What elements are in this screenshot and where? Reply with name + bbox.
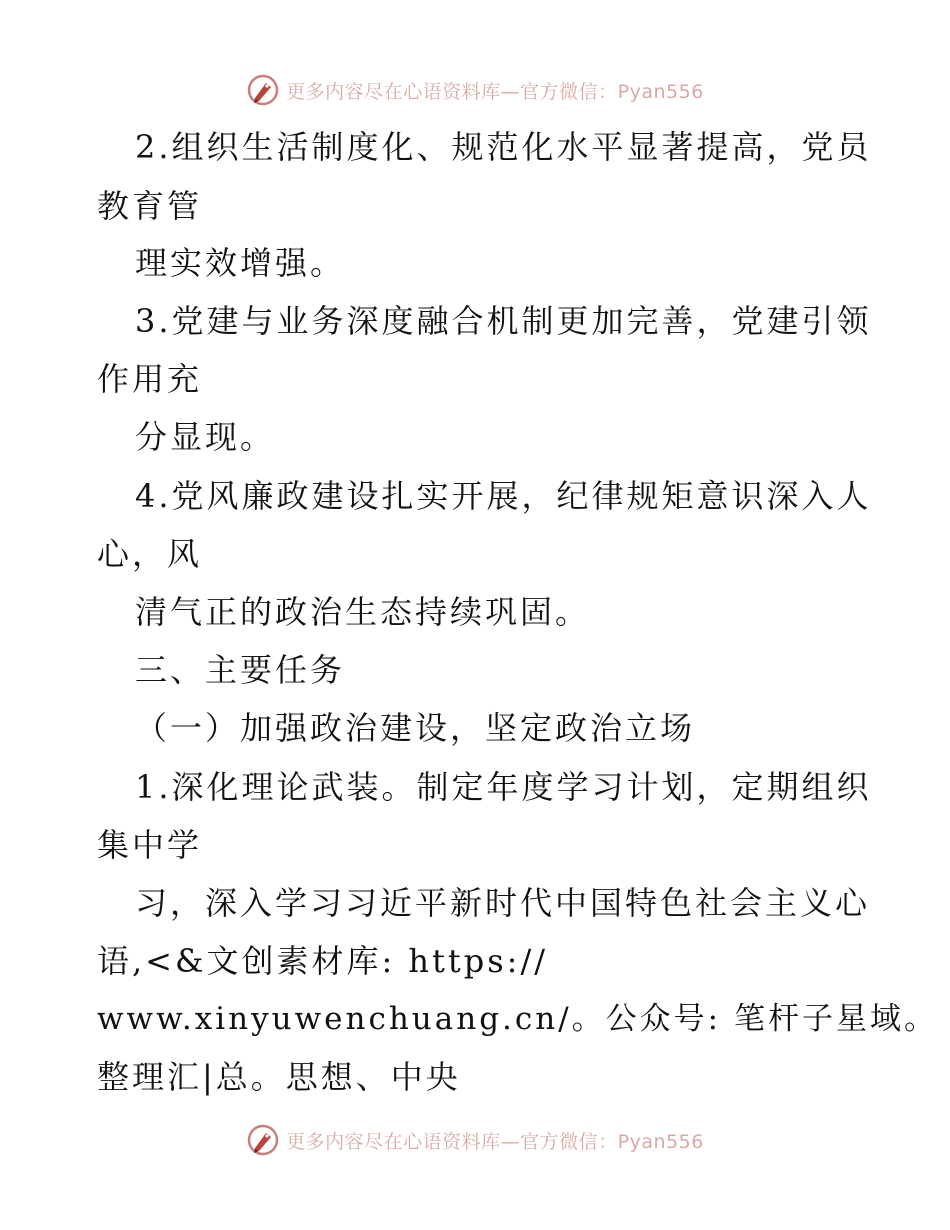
- text-line: 作用充: [97, 360, 203, 398]
- watermark-text: 更多内容尽在心语资料库—官方微信：Pyan556: [286, 80, 704, 103]
- text-line: 清气正的政治生态持续巩固。: [135, 593, 591, 631]
- text-line: 2.组织生活制度化、规范化水平显著提高，党员: [135, 128, 872, 166]
- text-line: 整理汇|总。思想、中央: [97, 1058, 461, 1096]
- section-heading: 三、主要任务: [135, 651, 346, 689]
- text-line: 教育管: [97, 187, 203, 225]
- subsection-heading: （一）加强政治建设，坚定政治立场: [135, 709, 696, 747]
- text-line: 1.深化理论武装。制定年度学习计划，定期组织: [135, 768, 872, 806]
- footer-watermark: [0, 1120, 950, 1160]
- text-line: 理实效增强。: [135, 244, 346, 282]
- text-line: www.xinyuwenchuang.cn/。公众号: 笔杆子星域。: [97, 1001, 938, 1037]
- text-line: 4.党风廉政建设扎实开展，纪律规矩意识深入人: [135, 477, 872, 515]
- text-line: 分显现。: [135, 418, 276, 456]
- pen-nib-logo-icon: [246, 1123, 280, 1157]
- text-line: 集中学: [97, 826, 203, 864]
- text-line: 心，风: [97, 535, 203, 573]
- text-line: 语,<&文创素材库: https://: [97, 942, 549, 980]
- text-line: 3.党建与业务深度融合机制更加完善，党建引领: [135, 302, 872, 340]
- text-line: 习，深入学习习近平新时代中国特色社会主义心: [135, 884, 871, 922]
- watermark-text: 更多内容尽在心语资料库—官方微信：Pyan556: [286, 1130, 704, 1153]
